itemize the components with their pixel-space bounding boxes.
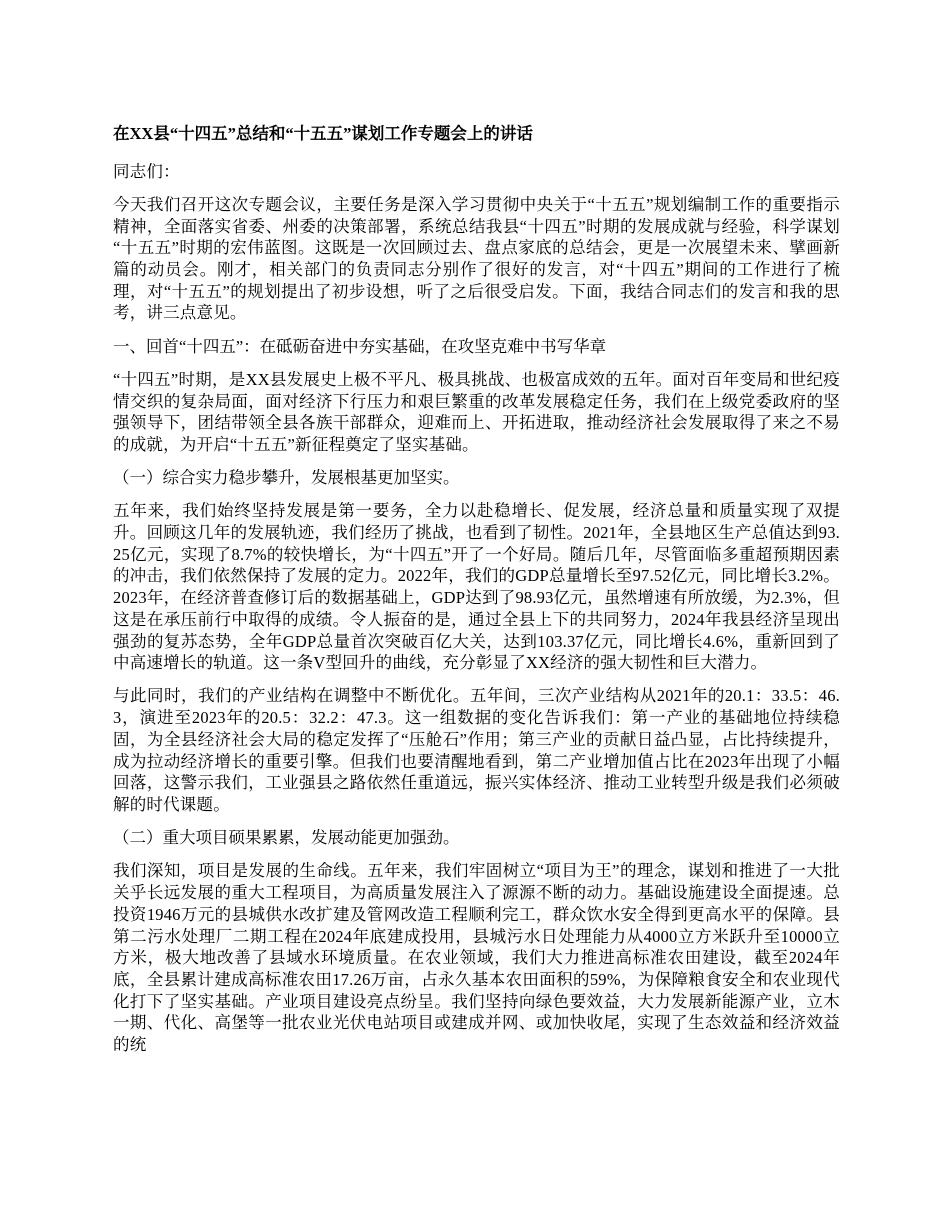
- subsection-1-paragraph-2: 与此同时，我们的产业结构在调整中不断优化。五年间，三次产业结构从2021年的20.1：33.5：46.3，演进至2023年的20.5：32.2：47.3。这一组数据的变化告诉我们：第一产业的基础地位持续稳固，为全县经济社会大局的稳定发挥了“压舱石”作用；第三产业的贡献日益凸显，占比持续提升，成为拉动经济增长的重要引擎。但我们也要清醒地看到，第二产业增加值占比在2023年出现了小幅回落，这警示我们，工业强县之路依然任重道远，振兴实体经济、推动工业转型升级是我们必须破解的时代课题。: [113, 686, 840, 814]
- paragraph-intro: 今天我们召开这次专题会议，主要任务是深入学习贯彻中央关于“十五五”规划编制工作的重要指示精神，全面落实省委、州委的决策部署，系统总结我县“十四五”时期的发展成就与经验，科学谋划“十五五”时期的宏伟蓝图。这既是一次回顾过去、盘点家底的总结会，更是一次展望未来、擘画新篇的动员会。刚才，相关部门的负责同志分别作了很好的发言，对“十四五”期间的工作进行了梳理，对“十五五”的规划提出了初步设想，听了之后很受启发。下面，我结合同志们的发言和我的思考，讲三点意见。: [113, 194, 840, 323]
- paragraph-salutation: 同志们：: [113, 161, 180, 181]
- section-1-heading: 一、回首“十四五”：在砥砺奋进中夯实基础，在攻坚克难中书写华章: [113, 336, 607, 356]
- subsection-2-paragraph-1: 我们深知，项目是发展的生命线。五年来，我们牢固树立“项目为王”的理念，谋划和推进了一大批关乎长远发展的重大工程项目，为高质量发展注入了源源不断的动力。基础设施建设全面提速。总投资1946万元的县城供水改扩建及管网改造工程顺利完工，群众饮水安全得到更高水平的保障。县第二污水处理厂二期工程在2024年底建成投用，县城污水日处理能力从4000立方米跃升至10000立方米，极大地改善了县域水环境质量。在农业领域，我们大力推进高标准农田建设，截至2024年底，全县累计建成高标准农田17.26万亩，占永久基本农田面积的59%，为保障粮食安全和农业现代化打下了坚实基础。产业项目建设亮点纷呈。我们坚持向绿色要效益，大力发展新能源产业，立木一期、代化、高堡等一批农业光伏电站项目或建成并网、或加快收尾，实现了生态效益和经济效益的统: [113, 861, 840, 1055]
- subsection-1-heading: （一）综合实力稳步攀升，发展根基更加坚实。: [113, 468, 460, 488]
- section-1-paragraph: “十四五”时期，是XX县发展史上极不平凡、极具挑战、也极富成效的五年。面对百年变局和世纪疫情交织的复杂局面，面对经济下行压力和艰巨繁重的改革发展稳定任务，我们在上级党委政府的坚强领导下，团结带领全县各族干部群众，迎难而上、开拓进取，推动经济社会发展取得了来之不易的成就，为开启“十五五”新征程奠定了坚实基础。: [113, 369, 840, 454]
- subsection-2-heading: （二）重大项目硕果累累，发展动能更加强劲。: [113, 828, 460, 848]
- subsection-1-paragraph-1: 五年来，我们始终坚持发展是第一要务，全力以赴稳增长、促发展，经济总量和质量实现了双提升。回顾这几年的发展轨迹，我们经历了挑战，也看到了韧性。2021年，全县地区生产总值达到93.25亿元，实现了8.7%的较快增长，为“十四五”开了一个好局。随后几年，尽管面临多重超预期因素的冲击，我们依然保持了发展的定力。2022年，我们的GDP总量增长至97.52亿元，同比增长3.2%。2023年，在经济普查修订后的数据基础上，GDP达到了98.93亿元，虽然增速有所放缓，为2.3%，但这是在承压前行中取得的成绩。令人振奋的是，通过全县上下的共同努力，2024年我县经济呈现出强劲的复苏态势，全年GDP总量首次突破百亿大关，达到103.37亿元，同比增长4.6%，重新回到了中高速增长的轨道。这一条V型回升的曲线，充分彰显了XX经济的强大韧性和巨大潜力。: [113, 501, 840, 673]
- document-title: 在XX县“十四五”总结和“十五五”谋划工作专题会上的讲话: [113, 124, 533, 143]
